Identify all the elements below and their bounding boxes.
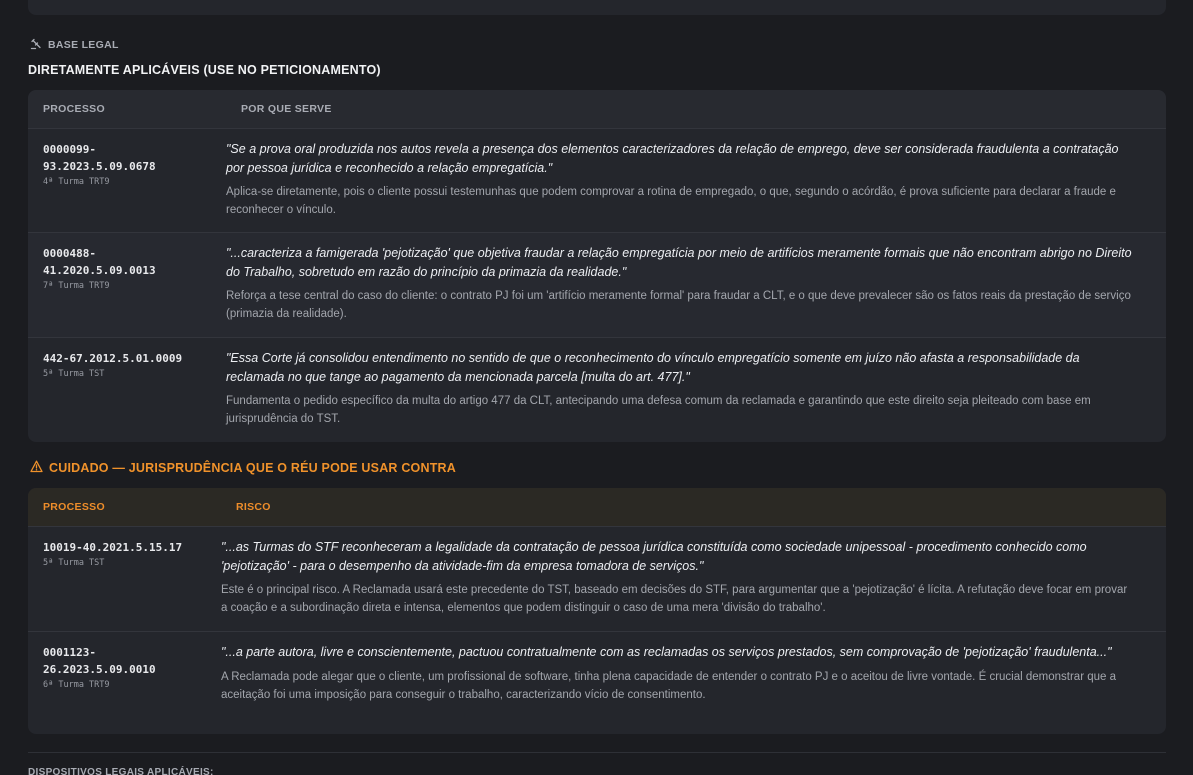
process-cell	[28, 233, 226, 337]
section-divider	[28, 752, 1166, 753]
table-row	[28, 632, 1166, 734]
court-name: 7ª Turma TRT9	[43, 281, 110, 291]
process-number[interactable]: 10019-40.2021.5.15.17	[43, 541, 183, 554]
table-header	[28, 90, 1166, 129]
process-number[interactable]: 0000488- 41.2020.5.09.0013	[43, 247, 156, 277]
explanation-text: A Reclamada pode alegar que o cliente, um profissional de software, tinha plena capacidade de entender o contrato PJ e o aceitou de livre vontade. É crucial demonstrar que a aceitação foi uma imposição para conseguir o trabalho, caracterizando vício de consentimento.	[221, 670, 1117, 701]
court-name: 6ª Turma TRT9	[43, 680, 110, 690]
column-header-process: PROCESSO	[43, 501, 105, 513]
column-header-why: POR QUE SERVE	[241, 103, 332, 115]
process-cell	[28, 338, 226, 442]
caution-heading	[30, 460, 456, 476]
explanation-text: Este é o principal risco. A Reclamada usará este precedente do TST, baseado em decisões do STF, para argumentar que a 'pejotização' é lícita. A refutação deve focar em provar a coação e a subordinação direta e intensa, elementos que podem distinguir o caso de uma mera 'divisão do trabalho'.	[221, 584, 1128, 614]
section-label-legal-basis	[30, 38, 119, 52]
caution-heading-text: CUIDADO — JURISPRUDÊNCIA QUE O RÉU PODE USAR CONTRA	[49, 461, 456, 475]
section-label-text: BASE LEGAL	[48, 39, 119, 51]
table-row	[28, 338, 1166, 442]
quote-text: "...as Turmas do STF reconheceram a legalidade da contratação de pessoa jurídica constituída como sociedade unipessoal - procedimento conhecido como 'pejotização' - para o desempenho da atividade-fim da empresa tomadora de serviços."	[221, 540, 1087, 573]
explanation-text: Aplica-se diretamente, pois o cliente possui testemunhas que podem comprovar a rotina de empregado, o que, segundo o acórdão, é prova suficiente para declarar a fraude e reconhecer o vínculo.	[226, 186, 1116, 216]
court-name: 4ª Turma TRT9	[43, 177, 110, 187]
text-cell	[226, 338, 1151, 442]
court-name: 5ª Turma TST	[43, 558, 105, 568]
explanation-text: Fundamenta o pedido específico da multa do artigo 477 da CLT, antecipando uma defesa comum da reclamada e garantindo que este direito seja pleiteado com base em jurisprudência do TST.	[226, 395, 1091, 425]
process-number[interactable]: 442-67.2012.5.01.0009	[43, 352, 183, 365]
text-cell	[221, 632, 1151, 734]
table-row	[28, 233, 1166, 338]
table-row	[28, 129, 1166, 233]
quote-text: "...a parte autora, livre e conscientemente, pactuou contratualmente com as reclamadas os serviços prestados, sem comprovação de 'pejotização' fraudulenta..."	[221, 645, 1112, 659]
previous-card	[28, 0, 1166, 15]
column-header-risk: RISCO	[236, 501, 271, 513]
direct-heading: DIRETAMENTE APLICÁVEIS (USE NO PETICIONAMENTO)	[28, 63, 381, 77]
process-cell	[28, 527, 221, 631]
text-cell	[221, 527, 1151, 631]
direct-jurisprudence-table	[28, 90, 1166, 442]
table-row	[28, 527, 1166, 632]
caution-jurisprudence-table	[28, 488, 1166, 734]
quote-text: "...caracteriza a famigerada 'pejotização' que objetiva fraudar a relação empregatícia por meio de artifícios meramente formais que não encontram abrigo no Direito do Trabalho, sobretudo em razão do princípio da primazia da realidade."	[226, 246, 1132, 279]
quote-text: "Essa Corte já consolidou entendimento no sentido de que o reconhecimento do vínculo empregatício somente em juízo não afasta a responsabilidade da reclamada no que tange ao pagamento da mencionada parcela [multa do art. 477]."	[226, 351, 1080, 384]
table-header	[28, 488, 1166, 527]
text-cell	[226, 129, 1151, 232]
process-cell	[28, 632, 221, 734]
quote-text: "Se a prova oral produzida nos autos revela a presença dos elementos caracterizadores da relação de emprego, deve ser considerada fraudulenta a contratação por pessoa jurídica e reconhecido a relação empregatícia."	[226, 142, 1119, 175]
process-cell	[28, 129, 226, 232]
court-name: 5ª Turma TST	[43, 369, 105, 379]
process-number[interactable]: 0000099- 93.2023.5.09.0678	[43, 143, 156, 173]
process-number[interactable]: 0001123- 26.2023.5.09.0010	[43, 646, 156, 676]
gavel-icon	[30, 38, 42, 53]
warning-icon	[30, 460, 43, 476]
explanation-text: Reforça a tese central do caso do cliente: o contrato PJ foi um 'artifício meramente formal' para fraudar a CLT, e o que deve prevalecer são os fatos reais da prestação de serviço (primazia da realidade).	[226, 290, 1131, 320]
column-header-process: PROCESSO	[43, 103, 105, 115]
text-cell	[226, 233, 1151, 337]
legal-provisions-label: DISPOSITIVOS LEGAIS APLICÁVEIS:	[28, 767, 214, 775]
